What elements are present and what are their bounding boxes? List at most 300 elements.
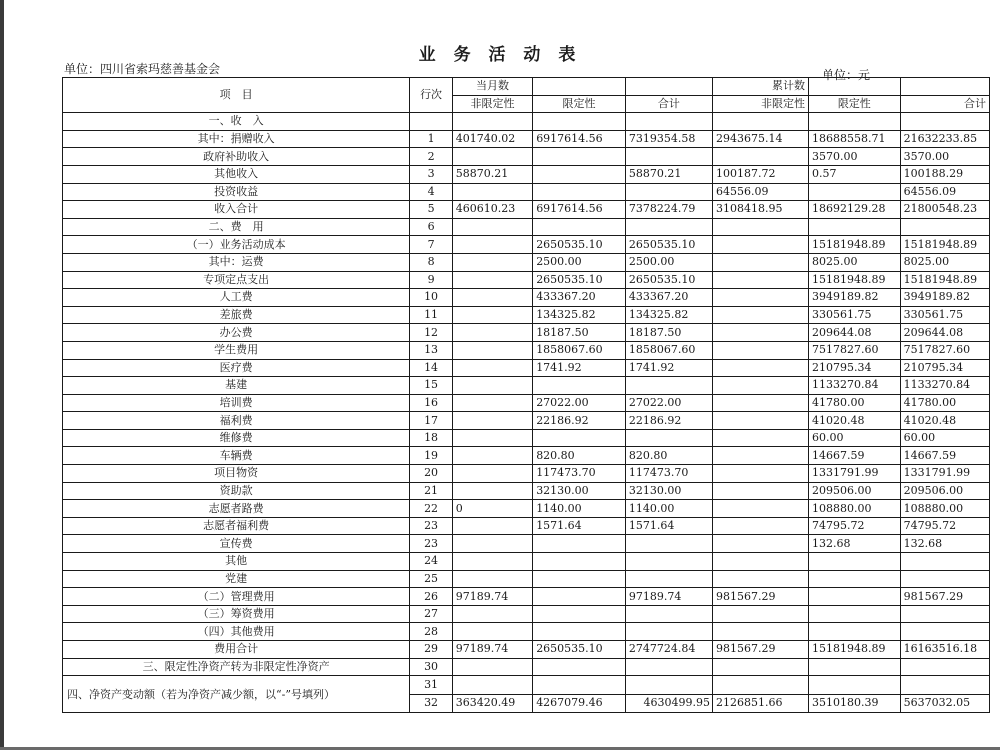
table-row: [63, 165, 990, 183]
cell-current-restricted: [533, 570, 626, 588]
table-row: [63, 236, 990, 254]
cell-cumulative-restricted: 60.00: [809, 429, 901, 447]
cell-current-unrestricted: [452, 113, 532, 131]
cell-current-unrestricted: [452, 535, 532, 553]
cell-current-unrestricted: [452, 465, 532, 483]
cell-cumulative-unrestricted: [712, 605, 808, 623]
row-number: 7: [410, 236, 452, 254]
cell-current-total: 97189.74: [625, 588, 712, 606]
cell-current-restricted: [533, 553, 626, 571]
cell-cumulative-unrestricted: [712, 394, 808, 412]
cell-cumulative-total: [900, 605, 989, 623]
cell-current-unrestricted: [452, 412, 532, 430]
cell-cumulative-unrestricted: [712, 253, 808, 271]
table-row: [63, 605, 990, 623]
cell-cumulative-unrestricted: [712, 324, 808, 342]
cell-cumulative-total: 8025.00: [900, 253, 989, 271]
row-item-label: 宣传费: [63, 535, 410, 553]
cell-current-total: [625, 377, 712, 395]
row-item-label: （二）管理费用: [63, 588, 410, 606]
cell-cumulative-total: 3949189.82: [900, 289, 989, 307]
cell-current-restricted: 433367.20: [533, 289, 626, 307]
row-item-label: 培训费: [63, 394, 410, 412]
cell-current-unrestricted: [452, 377, 532, 395]
cell-cumulative-restricted: 3510180.39: [809, 694, 901, 713]
row-number: 2: [410, 148, 452, 166]
cell-cumulative-restricted: 330561.75: [809, 306, 901, 324]
cell-current-total: 2650535.10: [625, 236, 712, 254]
row-number: 28: [410, 623, 452, 641]
cell-cumulative-total: 100188.29: [900, 165, 989, 183]
cell-current-unrestricted: 460610.23: [452, 201, 532, 219]
cell-cumulative-restricted: [809, 605, 901, 623]
row-number: 6: [410, 218, 452, 236]
row-number: 20: [410, 465, 452, 483]
cell-current-total: [625, 148, 712, 166]
cell-cumulative-restricted: 8025.00: [809, 253, 901, 271]
table-row: [63, 658, 990, 676]
cell-cumulative-total: 1133270.84: [900, 377, 989, 395]
table-row: [63, 588, 990, 606]
cell-cumulative-unrestricted: [712, 236, 808, 254]
cell-cumulative-restricted: [809, 658, 901, 676]
cell-current-unrestricted: 97189.74: [452, 641, 532, 659]
row-item-label: 三、限定性净资产转为非限定性净资产: [63, 658, 410, 676]
table-row: [63, 447, 990, 465]
row-item-label: 其他收入: [63, 165, 410, 183]
cell-current-restricted: [533, 588, 626, 606]
cell-current-unrestricted: [452, 341, 532, 359]
row-number: 26: [410, 588, 452, 606]
table-row: [63, 500, 990, 518]
row-number: 23: [410, 535, 452, 553]
cell-current-unrestricted: [452, 218, 532, 236]
cell-current-unrestricted: [452, 429, 532, 447]
cell-current-restricted: 820.80: [533, 447, 626, 465]
row-number: 22: [410, 500, 452, 518]
row-number: 19: [410, 447, 452, 465]
cell-current-total: [625, 183, 712, 201]
row-number: 11: [410, 306, 452, 324]
row-number: 13: [410, 341, 452, 359]
cell-cumulative-restricted: [809, 623, 901, 641]
row-number: 9: [410, 271, 452, 289]
cell-cumulative-restricted: 15181948.89: [809, 271, 901, 289]
row-item-label: 志愿者路费: [63, 500, 410, 518]
cell-cumulative-total: 210795.34: [900, 359, 989, 377]
header-cumulative-restricted: 限定性: [809, 95, 901, 113]
row-item-label: 人工费: [63, 289, 410, 307]
cell-cumulative-unrestricted: [712, 412, 808, 430]
cell-current-unrestricted: [452, 658, 532, 676]
cell-current-restricted: [533, 605, 626, 623]
cell-cumulative-restricted: 7517827.60: [809, 341, 901, 359]
header-current-total: 合计: [625, 95, 712, 113]
report-title: 业 务 活 动 表: [418, 45, 582, 65]
row-number: 12: [410, 324, 452, 342]
cell-current-restricted: 18187.50: [533, 324, 626, 342]
cell-cumulative-total: [900, 218, 989, 236]
cell-current-unrestricted: [452, 236, 532, 254]
cell-cumulative-unrestricted: [712, 465, 808, 483]
cell-cumulative-unrestricted: 2126851.66: [712, 694, 808, 713]
organization-unit: 单位：四川省索玛慈善基金会: [64, 62, 221, 76]
cell-cumulative-total: 14667.59: [900, 447, 989, 465]
cell-current-unrestricted: [452, 183, 532, 201]
table-row: [63, 271, 990, 289]
row-number: 32: [410, 694, 452, 713]
cell-cumulative-restricted: [809, 588, 901, 606]
cell-cumulative-unrestricted: [712, 306, 808, 324]
table-row: [63, 218, 990, 236]
table-row: [63, 253, 990, 271]
row-item-label: 收入合计: [63, 201, 410, 219]
table-body: [63, 113, 990, 676]
cell-cumulative-total: 21632233.85: [900, 130, 989, 148]
header-item: 项 目: [63, 78, 410, 113]
cell-current-restricted: 2650535.10: [533, 271, 626, 289]
cell-cumulative-total: 16163516.18: [900, 641, 989, 659]
row-number: 24: [410, 553, 452, 571]
cell-current-restricted: 6917614.56: [533, 201, 626, 219]
cell-current-unrestricted: [452, 394, 532, 412]
row-item-label: 投资收益: [63, 183, 410, 201]
header-row-1: [63, 78, 990, 96]
table-row: [63, 641, 990, 659]
table-row: [63, 183, 990, 201]
cell-current-unrestricted: [452, 359, 532, 377]
row-item-label: （一）业务活动成本: [63, 236, 410, 254]
cell-current-total: 58870.21: [625, 165, 712, 183]
cell-current-unrestricted: [452, 289, 532, 307]
row-item-label: 其中：运费: [63, 253, 410, 271]
cell-cumulative-total: 5637032.05: [900, 694, 989, 713]
cell-cumulative-restricted: [809, 183, 901, 201]
cell-cumulative-restricted: 14667.59: [809, 447, 901, 465]
row-item-label: 基建: [63, 377, 410, 395]
row-number: 14: [410, 359, 452, 377]
cell-cumulative-unrestricted: [712, 429, 808, 447]
cell-current-restricted: 32130.00: [533, 482, 626, 500]
header-cumulative: 累计数: [712, 78, 808, 96]
cell-current-restricted: [533, 165, 626, 183]
cell-cumulative-unrestricted: 100187.72: [712, 165, 808, 183]
cell-current-total: 820.80: [625, 447, 712, 465]
cell-current-restricted: [533, 113, 626, 131]
row-item-label: 党建: [63, 570, 410, 588]
row-item-label: 志愿者福利费: [63, 517, 410, 535]
cell-current-total: 4630499.95: [625, 694, 712, 713]
row-item-label: 差旅费: [63, 306, 410, 324]
cell-current-total: 433367.20: [625, 289, 712, 307]
cell-cumulative-total: 3570.00: [900, 148, 989, 166]
cell-cumulative-restricted: 15181948.89: [809, 236, 901, 254]
table-row: [63, 570, 990, 588]
row-number: 29: [410, 641, 452, 659]
cell-current-restricted: 1571.64: [533, 517, 626, 535]
cell-cumulative-restricted: 210795.34: [809, 359, 901, 377]
header-row-no: 行次: [410, 78, 452, 113]
cell-current-total: 2500.00: [625, 253, 712, 271]
cell-current-total: 32130.00: [625, 482, 712, 500]
table-row: [63, 553, 990, 571]
cell-current-total: 18187.50: [625, 324, 712, 342]
row-number: 15: [410, 377, 452, 395]
cell-cumulative-total: 132.68: [900, 535, 989, 553]
cell-cumulative-unrestricted: [712, 553, 808, 571]
cell-current-restricted: [533, 429, 626, 447]
cell-current-unrestricted: 401740.02: [452, 130, 532, 148]
cell-current-total: [625, 429, 712, 447]
cell-current-total: [625, 553, 712, 571]
row-item-label: 学生费用: [63, 341, 410, 359]
table-row: [63, 130, 990, 148]
cell-cumulative-restricted: 18688558.71: [809, 130, 901, 148]
cell-current-total: [625, 658, 712, 676]
cell-cumulative-unrestricted: [712, 148, 808, 166]
cell-cumulative-unrestricted: [712, 535, 808, 553]
cell-current-restricted: [533, 218, 626, 236]
table-row: [63, 341, 990, 359]
cell-cumulative-restricted: [809, 553, 901, 571]
header-cumulative-total: 合计: [900, 95, 989, 113]
row-number: 17: [410, 412, 452, 430]
table-row: [63, 113, 990, 131]
activity-statement-table: [62, 77, 990, 713]
cell-current-total: [625, 605, 712, 623]
header-current-restricted: 限定性: [533, 95, 626, 113]
cell-cumulative-restricted: 41780.00: [809, 394, 901, 412]
row-item-label: 资助款: [63, 482, 410, 500]
net-assets-change-label: 四、净资产变动额（若为净资产减少额，以“-”号填列）: [63, 676, 410, 713]
cell-current-restricted: [533, 535, 626, 553]
row-number: 5: [410, 201, 452, 219]
cell-current-total: 7319354.58: [625, 130, 712, 148]
cell-current-total: 134325.82: [625, 306, 712, 324]
cell-current-total: 1140.00: [625, 500, 712, 518]
row-number: [410, 113, 452, 131]
cell-current-restricted: 2500.00: [533, 253, 626, 271]
cell-current-total: [625, 535, 712, 553]
cell-cumulative-unrestricted: 981567.29: [712, 641, 808, 659]
cell-cumulative-total: [900, 623, 989, 641]
cell-current-restricted: 1741.92: [533, 359, 626, 377]
cell-current-unrestricted: [452, 447, 532, 465]
cell-cumulative-total: 981567.29: [900, 588, 989, 606]
cell-current-total: 27022.00: [625, 394, 712, 412]
cell-cumulative-unrestricted: [712, 570, 808, 588]
cell-cumulative-restricted: [809, 570, 901, 588]
row-item-label: 医疗费: [63, 359, 410, 377]
row-number: 27: [410, 605, 452, 623]
cell-current-unrestricted: [452, 623, 532, 641]
row-number: 16: [410, 394, 452, 412]
cell-cumulative-unrestricted: [712, 377, 808, 395]
table-row: [63, 289, 990, 307]
cell-cumulative-restricted: [809, 113, 901, 131]
cell-cumulative-restricted: 18692129.28: [809, 201, 901, 219]
cell-current-unrestricted: 58870.21: [452, 165, 532, 183]
cell-current-unrestricted: [452, 517, 532, 535]
row-item-label: 专项定点支出: [63, 271, 410, 289]
cell-current-unrestricted: [452, 271, 532, 289]
cell-current-total: [625, 218, 712, 236]
table-row: [63, 324, 990, 342]
cell-current-unrestricted: [452, 605, 532, 623]
table-row: [63, 412, 990, 430]
row-item-label: 车辆费: [63, 447, 410, 465]
cell-current-restricted: 27022.00: [533, 394, 626, 412]
cell-current-restricted: 1140.00: [533, 500, 626, 518]
cell-cumulative-unrestricted: [712, 359, 808, 377]
cell-cumulative-total: [900, 570, 989, 588]
table-row: [63, 535, 990, 553]
cell-cumulative-total: [900, 553, 989, 571]
row-number: 23: [410, 517, 452, 535]
cell-cumulative-total: 41020.48: [900, 412, 989, 430]
cell-current-unrestricted: [452, 482, 532, 500]
cell-current-total: 2650535.10: [625, 271, 712, 289]
row-number: 31: [410, 676, 452, 695]
cell-current-unrestricted: [452, 148, 532, 166]
cell-current-unrestricted: [452, 570, 532, 588]
row-item-label: 维修费: [63, 429, 410, 447]
cell-cumulative-unrestricted: 64556.09: [712, 183, 808, 201]
table-row: [63, 517, 990, 535]
row-number: 8: [410, 253, 452, 271]
cell-current-unrestricted: [452, 306, 532, 324]
cell-current-restricted: 22186.92: [533, 412, 626, 430]
cell-current-restricted: [533, 658, 626, 676]
cell-cumulative-restricted: [809, 218, 901, 236]
cell-current-restricted: 4267079.46: [533, 694, 626, 713]
row-number: 3: [410, 165, 452, 183]
row-number: 10: [410, 289, 452, 307]
cell-cumulative-unrestricted: [712, 289, 808, 307]
cell-cumulative-total: 15181948.89: [900, 236, 989, 254]
cell-cumulative-unrestricted: [712, 113, 808, 131]
row-number: 4: [410, 183, 452, 201]
row-item-label: 其中：捐赠收入: [63, 130, 410, 148]
cell-cumulative-total: 330561.75: [900, 306, 989, 324]
cell-cumulative-total: 64556.09: [900, 183, 989, 201]
cell-current-restricted: [533, 623, 626, 641]
row-number: 21: [410, 482, 452, 500]
cell-current-total: [625, 623, 712, 641]
cell-current-unrestricted: 0: [452, 500, 532, 518]
row-item-label: 福利费: [63, 412, 410, 430]
cell-current-unrestricted: 97189.74: [452, 588, 532, 606]
cell-cumulative-total: [900, 113, 989, 131]
cell-cumulative-unrestricted: [712, 482, 808, 500]
cell-cumulative-unrestricted: [712, 218, 808, 236]
cell-cumulative-restricted: 209644.08: [809, 324, 901, 342]
cell-current-unrestricted: [452, 324, 532, 342]
cell-current-total: 22186.92: [625, 412, 712, 430]
cell-cumulative-total: 41780.00: [900, 394, 989, 412]
table-row: [63, 429, 990, 447]
row-item-label: 费用合计: [63, 641, 410, 659]
row-item-label: 项目物资: [63, 465, 410, 483]
cell-cumulative-restricted: 3949189.82: [809, 289, 901, 307]
table-row: [63, 394, 990, 412]
cell-cumulative-unrestricted: [712, 341, 808, 359]
row-item-label: 其他: [63, 553, 410, 571]
cell-cumulative-total: 1331791.99: [900, 465, 989, 483]
row-number: 1: [410, 130, 452, 148]
cell-current-restricted: 2650535.10: [533, 641, 626, 659]
cell-cumulative-restricted: 74795.72: [809, 517, 901, 535]
cell-cumulative-total: 60.00: [900, 429, 989, 447]
cell-current-unrestricted: [452, 253, 532, 271]
table-row: [63, 359, 990, 377]
cell-current-total: 1741.92: [625, 359, 712, 377]
cell-cumulative-unrestricted: [712, 658, 808, 676]
cell-current-restricted: [533, 148, 626, 166]
cell-cumulative-unrestricted: [712, 271, 808, 289]
cell-cumulative-restricted: 209506.00: [809, 482, 901, 500]
row-item-label: 政府补助收入: [63, 148, 410, 166]
table-row: [63, 623, 990, 641]
cell-current-total: [625, 570, 712, 588]
scan-edge: [0, 0, 4, 750]
cell-current-restricted: 6917614.56: [533, 130, 626, 148]
cell-current-total: 7378224.79: [625, 201, 712, 219]
cell-cumulative-total: 209506.00: [900, 482, 989, 500]
table-row: [63, 377, 990, 395]
cell-cumulative-restricted: 3570.00: [809, 148, 901, 166]
cell-current-total: [625, 113, 712, 131]
row-item-label: （四）其他费用: [63, 623, 410, 641]
cell-cumulative-restricted: 1331791.99: [809, 465, 901, 483]
cell-cumulative-total: 209644.08: [900, 324, 989, 342]
cell-current-total: 1858067.60: [625, 341, 712, 359]
cell-cumulative-total: 74795.72: [900, 517, 989, 535]
row-number: 30: [410, 658, 452, 676]
cell-cumulative-unrestricted: [712, 623, 808, 641]
cell-current-total: 2747724.84: [625, 641, 712, 659]
cell-cumulative-total: [900, 658, 989, 676]
cell-cumulative-restricted: 108880.00: [809, 500, 901, 518]
cell-cumulative-unrestricted: 981567.29: [712, 588, 808, 606]
cell-current-restricted: 2650535.10: [533, 236, 626, 254]
cell-cumulative-total: 7517827.60: [900, 341, 989, 359]
header-current-unrestricted: 非限定性: [452, 95, 532, 113]
cell-current-restricted: [533, 183, 626, 201]
cell-current-unrestricted: 363420.49: [452, 694, 532, 713]
table-row-net-assets-a: [63, 676, 990, 695]
table-row: [63, 306, 990, 324]
table-row: [63, 148, 990, 166]
cell-cumulative-restricted: 132.68: [809, 535, 901, 553]
cell-current-restricted: 1858067.60: [533, 341, 626, 359]
header-cumulative-unrestricted: 非限定性: [712, 95, 808, 113]
cell-cumulative-restricted: 0.57: [809, 165, 901, 183]
cell-cumulative-unrestricted: [712, 500, 808, 518]
row-item-label: （三）筹资费用: [63, 605, 410, 623]
cell-current-restricted: 117473.70: [533, 465, 626, 483]
cell-current-unrestricted: [452, 553, 532, 571]
cell-cumulative-restricted: 15181948.89: [809, 641, 901, 659]
table-row: [63, 201, 990, 219]
cell-cumulative-total: 108880.00: [900, 500, 989, 518]
row-number: 25: [410, 570, 452, 588]
table-row: [63, 482, 990, 500]
cell-current-restricted: [533, 377, 626, 395]
row-item-label: 二、费 用: [63, 218, 410, 236]
cell-cumulative-unrestricted: [712, 517, 808, 535]
cell-cumulative-unrestricted: 3108418.95: [712, 201, 808, 219]
